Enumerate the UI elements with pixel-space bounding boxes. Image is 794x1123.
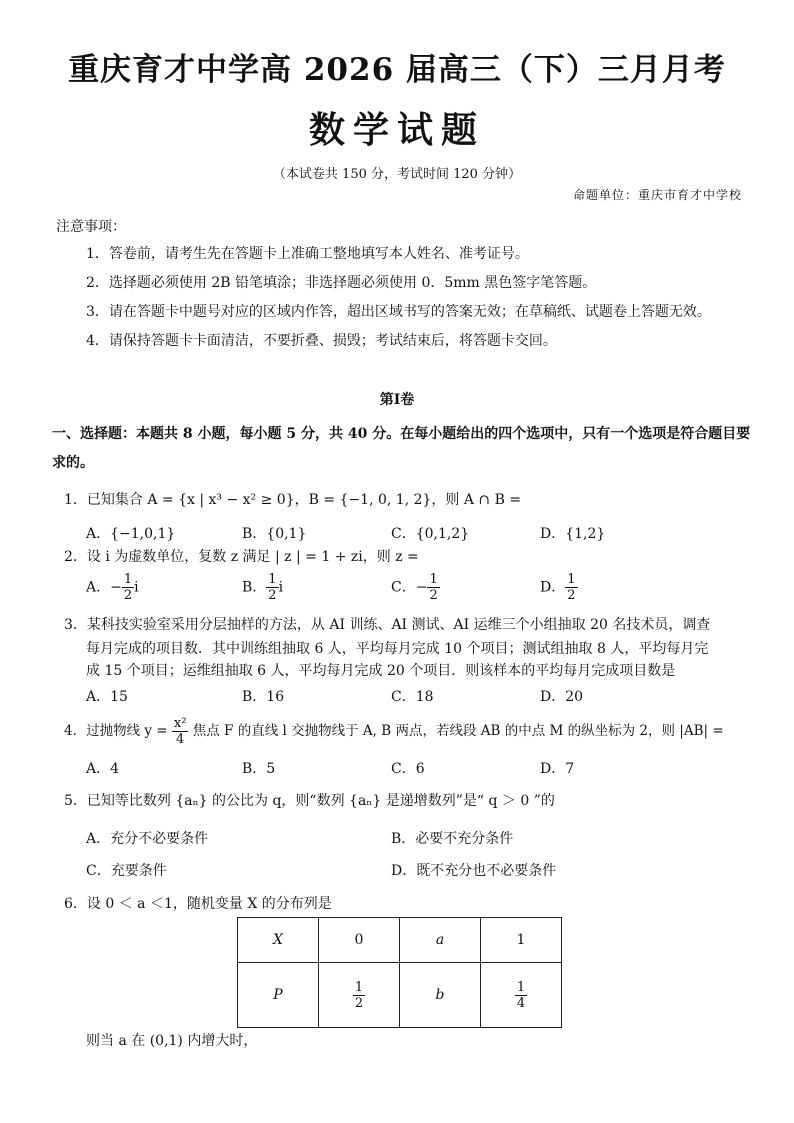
fraction-numerator: 1 xyxy=(516,979,526,995)
table-row xyxy=(238,918,562,963)
q5-option-c: C．充要条件 xyxy=(86,863,167,879)
fraction-numerator: 1 xyxy=(354,979,364,995)
q2-option-b-fraction xyxy=(266,572,278,603)
q5-option-b: B．必要不充分条件 xyxy=(391,831,514,847)
q1-option-c: C．{0,1,2} xyxy=(391,526,470,542)
question-5-stem: 5．已知等比数列 {aₙ} 的公比为 q，则“数列 {aₙ} 是递增数列”是“ q ＞ 0 ”的 xyxy=(64,793,555,809)
q4-option-a: A．4 xyxy=(86,761,120,777)
q3-option-d: D．20 xyxy=(540,689,584,705)
question-3-line-2: 每月完成的项目数．其中训练组抽取 6 人，平均每月完成 10 个项目；测试组抽取 8 人，平均每月完 xyxy=(86,641,709,657)
fraction-denominator: 2 xyxy=(429,588,438,603)
table-cell xyxy=(319,963,400,1028)
fraction-numerator: 1 xyxy=(268,572,277,587)
table-cell: 1 xyxy=(481,918,562,963)
q1-option-a: A．{−1,0,1} xyxy=(86,526,176,542)
setter-unit: 命题单位：重庆市育才中学校 xyxy=(572,188,742,202)
p-fraction-3 xyxy=(515,980,527,1011)
question-6-stem: 6．设 0 ＜ a ＜1，随机变量 X 的分布列是 xyxy=(64,896,332,912)
question-6-followup: 则当 a 在 (0,1) 内增大时， xyxy=(86,1033,258,1049)
p-fraction-1 xyxy=(353,980,365,1011)
question-1-stem: 1．已知集合 A = {x | x³ − x² ≥ 0}，B = {−1, 0, 1, 2}，则 A ∩ B = xyxy=(64,492,522,508)
fraction-numerator: 1 xyxy=(123,572,133,587)
q2-option-d xyxy=(540,572,578,603)
q2-option-a-label: A．− xyxy=(86,579,122,596)
question-3-line-3: 成 15 个项目；运维组抽取 6 人，平均每月完成 20 个项目．则该样本的平均每月完成项目数是 xyxy=(86,663,676,679)
fraction-denominator: 2 xyxy=(123,588,133,603)
q3-option-b: B．16 xyxy=(242,689,285,705)
table-cell: 0 xyxy=(319,918,400,963)
q4-fraction xyxy=(172,716,189,747)
q5-option-a: A．充分不必要条件 xyxy=(86,831,209,847)
table-cell: a xyxy=(400,918,481,963)
part-heading: 一、选择题：本题共 8 小题，每小题 5 分，共 40 分。在每小题给出的四个选项中，只有一个选项是符合题目要求的。 xyxy=(52,426,751,471)
q4-stem-pre: 4．过抛物线 y = xyxy=(64,723,168,739)
question-3-line-1: 3．某科技实验室采用分层抽样的方法，从 AI 训练、AI 测试、AI 运维三个小组抽取 20 名技术员，调查 xyxy=(64,617,711,633)
subject-title: 数学试题 xyxy=(308,109,485,151)
q3-option-c: C．18 xyxy=(391,689,434,705)
fraction-denominator: 4 xyxy=(176,732,185,747)
imaginary-unit: i xyxy=(278,579,284,596)
question-2-stem: 2．设 i 为虚数单位，复数 z 满足 | z | = 1 + zi，则 z = xyxy=(64,549,419,565)
q5-option-d: D．既不充分也不必要条件 xyxy=(391,863,557,879)
fraction-numerator: 1 xyxy=(429,572,438,587)
notice-item-4: 4．请保持答题卡卡面清洁，不要折叠、损毁；考试结束后，将答题卡交回。 xyxy=(86,333,557,349)
exam-info: （本试卷共 150 分，考试时间 120 分钟） xyxy=(272,167,522,182)
fraction-denominator: 2 xyxy=(567,588,576,603)
notice-item-2: 2．选择题必须使用 2B 铅笔填涂；非选择题必须使用 0．5mm 黑色签字笔答题。 xyxy=(86,275,597,291)
q3-option-a: A．15 xyxy=(86,689,128,705)
fraction-denominator: 2 xyxy=(268,588,277,603)
fraction-denominator: 2 xyxy=(354,995,364,1011)
exam-title: 重庆育才中学高 2026 届高三（下）三月月考 xyxy=(68,52,726,88)
table-cell: P xyxy=(238,963,319,1028)
q2-option-a xyxy=(86,572,139,603)
distribution-table xyxy=(237,917,562,1028)
section-title: 第Ⅰ卷 xyxy=(379,392,415,408)
q4-option-c: C．6 xyxy=(391,761,425,777)
table-cell: b xyxy=(400,963,481,1028)
q2-option-d-fraction xyxy=(565,572,577,603)
q4-stem-post: 焦点 F 的直线 l 交抛物线于 A, B 两点，若线段 AB 的中点 M 的纵坐标为 2，则 |AB| = xyxy=(192,723,724,739)
table-cell xyxy=(481,963,562,1028)
q4-option-d: D．7 xyxy=(540,761,575,777)
notice-title: 注意事项： xyxy=(56,219,126,235)
q2-option-b xyxy=(242,572,283,603)
q2-option-b-label: B． xyxy=(242,579,267,596)
q2-option-d-label: D． xyxy=(540,579,566,596)
fraction-numerator: x² xyxy=(173,716,187,731)
table-cell: X xyxy=(238,918,319,963)
notice-item-1: 1．答卷前，请考生先在答题卡上准确工整地填写本人姓名、准考证号。 xyxy=(86,246,529,262)
q4-option-b: B．5 xyxy=(242,761,276,777)
q2-option-c xyxy=(391,572,440,603)
imaginary-unit: i xyxy=(134,579,139,596)
table-row xyxy=(238,963,562,1028)
fraction-denominator: 4 xyxy=(516,995,526,1011)
notice-item-3: 3．请在答题卡中题号对应的区域内作答，超出区域书写的答案无效；在草稿纸、试题卷上答题无效。 xyxy=(86,304,711,320)
q2-option-a-fraction xyxy=(122,572,134,603)
question-4-stem xyxy=(64,716,724,747)
q2-option-c-fraction xyxy=(427,572,439,603)
q1-option-b: B．{0,1} xyxy=(242,526,307,542)
q2-option-c-label: C．− xyxy=(391,579,428,596)
fraction-numerator: 1 xyxy=(567,572,576,587)
q1-option-d: D．{1,2} xyxy=(540,526,606,542)
